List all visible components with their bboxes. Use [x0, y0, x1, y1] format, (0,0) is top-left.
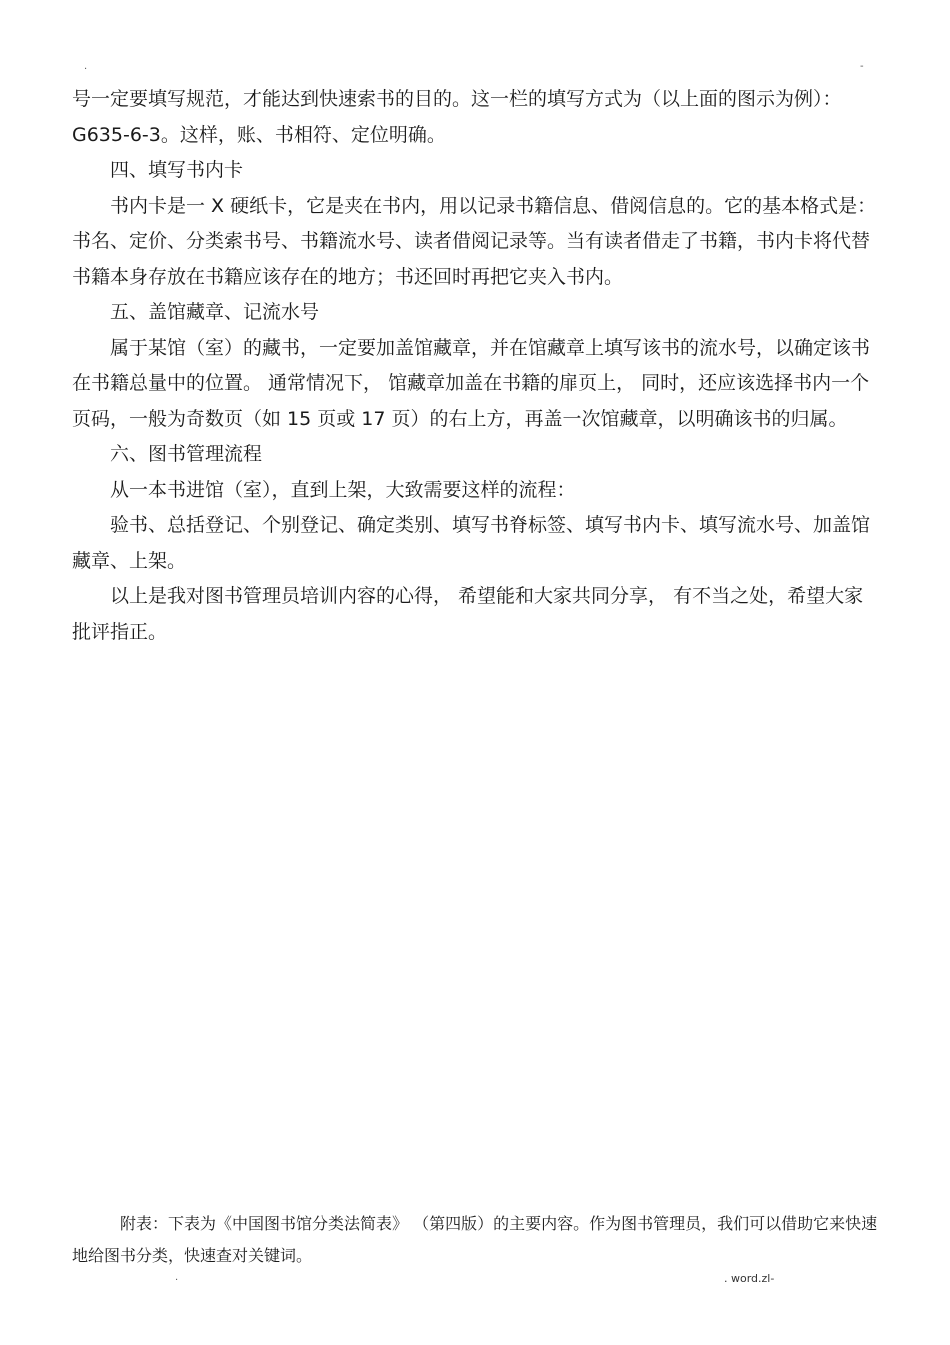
section-heading-5: 五、盖馆藏章、记流水号 — [110, 301, 320, 323]
header-mark-left: . — [84, 61, 88, 72]
paragraph-flow-steps: 验书、总括登记、个别登记、确定类别、填写书脊标签、填写书内卡、填写流水号、加盖馆藏章、上架。 — [72, 514, 871, 572]
paragraph-stamp: 属于某馆（室）的藏书，一定要加盖馆藏章，并在馆藏章上填写该书的流水号，以确定该书在书籍总量中的位置。 通常情况下， 馆藏章加盖在书籍的扉页上， 同时，还应该选择书内一个页码，一般为奇数页（如 15 页或 17 页）的右上方，再盖一次馆藏章，以明确该书的归属。 — [72, 336, 871, 430]
section-heading-4: 四、填写书内卡 — [110, 159, 244, 181]
header-mark-right: - — [860, 61, 864, 72]
document-body — [72, 82, 878, 650]
footer-mark-left: . — [175, 1272, 179, 1283]
paragraph-continuation: 号一定要填写规范，才能达到快速索书的目的。这一栏的填写方式为（以上面的图示为例）：G635-6-3。这样，账、书相符、定位明确。 — [72, 88, 842, 146]
footer-watermark: . word.zl- — [724, 1272, 775, 1285]
section-heading-6: 六、图书管理流程 — [110, 443, 263, 465]
paragraph-book-card: 书内卡是一 X 硬纸卡，它是夹在书内，用以记录书籍信息、借阅信息的。它的基本格式是：书名、定价、分类索书号、书籍流水号、读者借阅记录等。当有读者借走了书籍，书内卡将代替书籍本身存放在书籍应该存在的地方；书还回时再把它夹入书内。 — [72, 194, 877, 288]
paragraph-flow-intro: 从一本书进馆（室），直到上架，大致需要这样的流程： — [110, 478, 576, 501]
paragraph-conclusion: 以上是我对图书管理员培训内容的心得， 希望能和大家共同分享， 有不当之处，希望大家批评指正。 — [72, 585, 864, 643]
appendix-note — [72, 1208, 878, 1272]
appendix-text: 附表：下表为《中国图书馆分类法简表》 （第四版）的主要内容。作为图书管理员，我们可以借助它来快速地给图书分类，快速查对关键词。 — [72, 1214, 878, 1265]
